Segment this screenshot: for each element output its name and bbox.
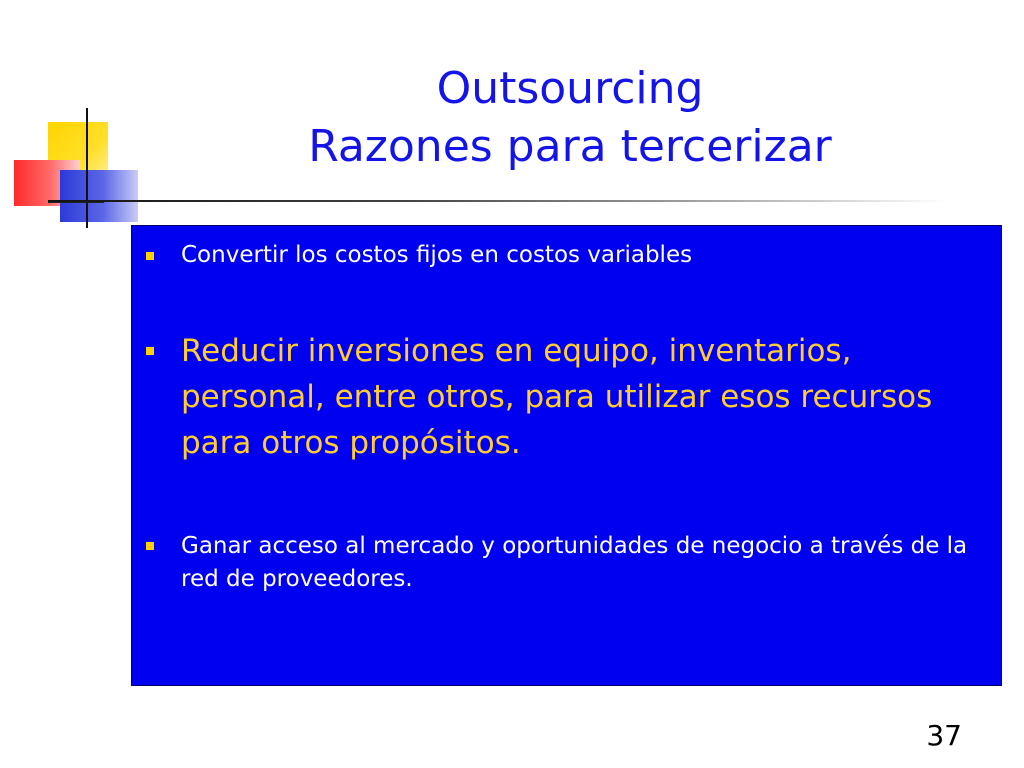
- bullet-item: [146, 240, 986, 270]
- bullet-item: [146, 530, 986, 596]
- page-number: 37: [926, 719, 962, 752]
- blue-square-decoration: [60, 170, 138, 222]
- title-underline-rule: [48, 200, 948, 202]
- title-underline-accent: [48, 202, 104, 203]
- bullet-item-highlighted: [146, 328, 986, 466]
- title-line-2: Razones para tercerizar: [308, 121, 832, 172]
- title-line-1: Outsourcing: [436, 63, 704, 114]
- bullet-text: Convertir los costos fijos en costos variables: [181, 242, 693, 268]
- slide-title: [140, 60, 1000, 176]
- square-bullet-icon: [146, 542, 154, 550]
- bullet-text: Ganar acceso al mercado y oportunidades de negocio a través de la red de proveedores.: [181, 533, 968, 592]
- bullet-text: Reducir inversiones en equipo, inventarios, personal, entre otros, para utilizar esos recursos para otros propósitos.: [181, 333, 933, 461]
- square-bullet-icon: [146, 347, 154, 355]
- square-bullet-icon: [146, 252, 154, 260]
- vertical-rule-decoration: [86, 108, 88, 228]
- content-box: [131, 225, 1002, 686]
